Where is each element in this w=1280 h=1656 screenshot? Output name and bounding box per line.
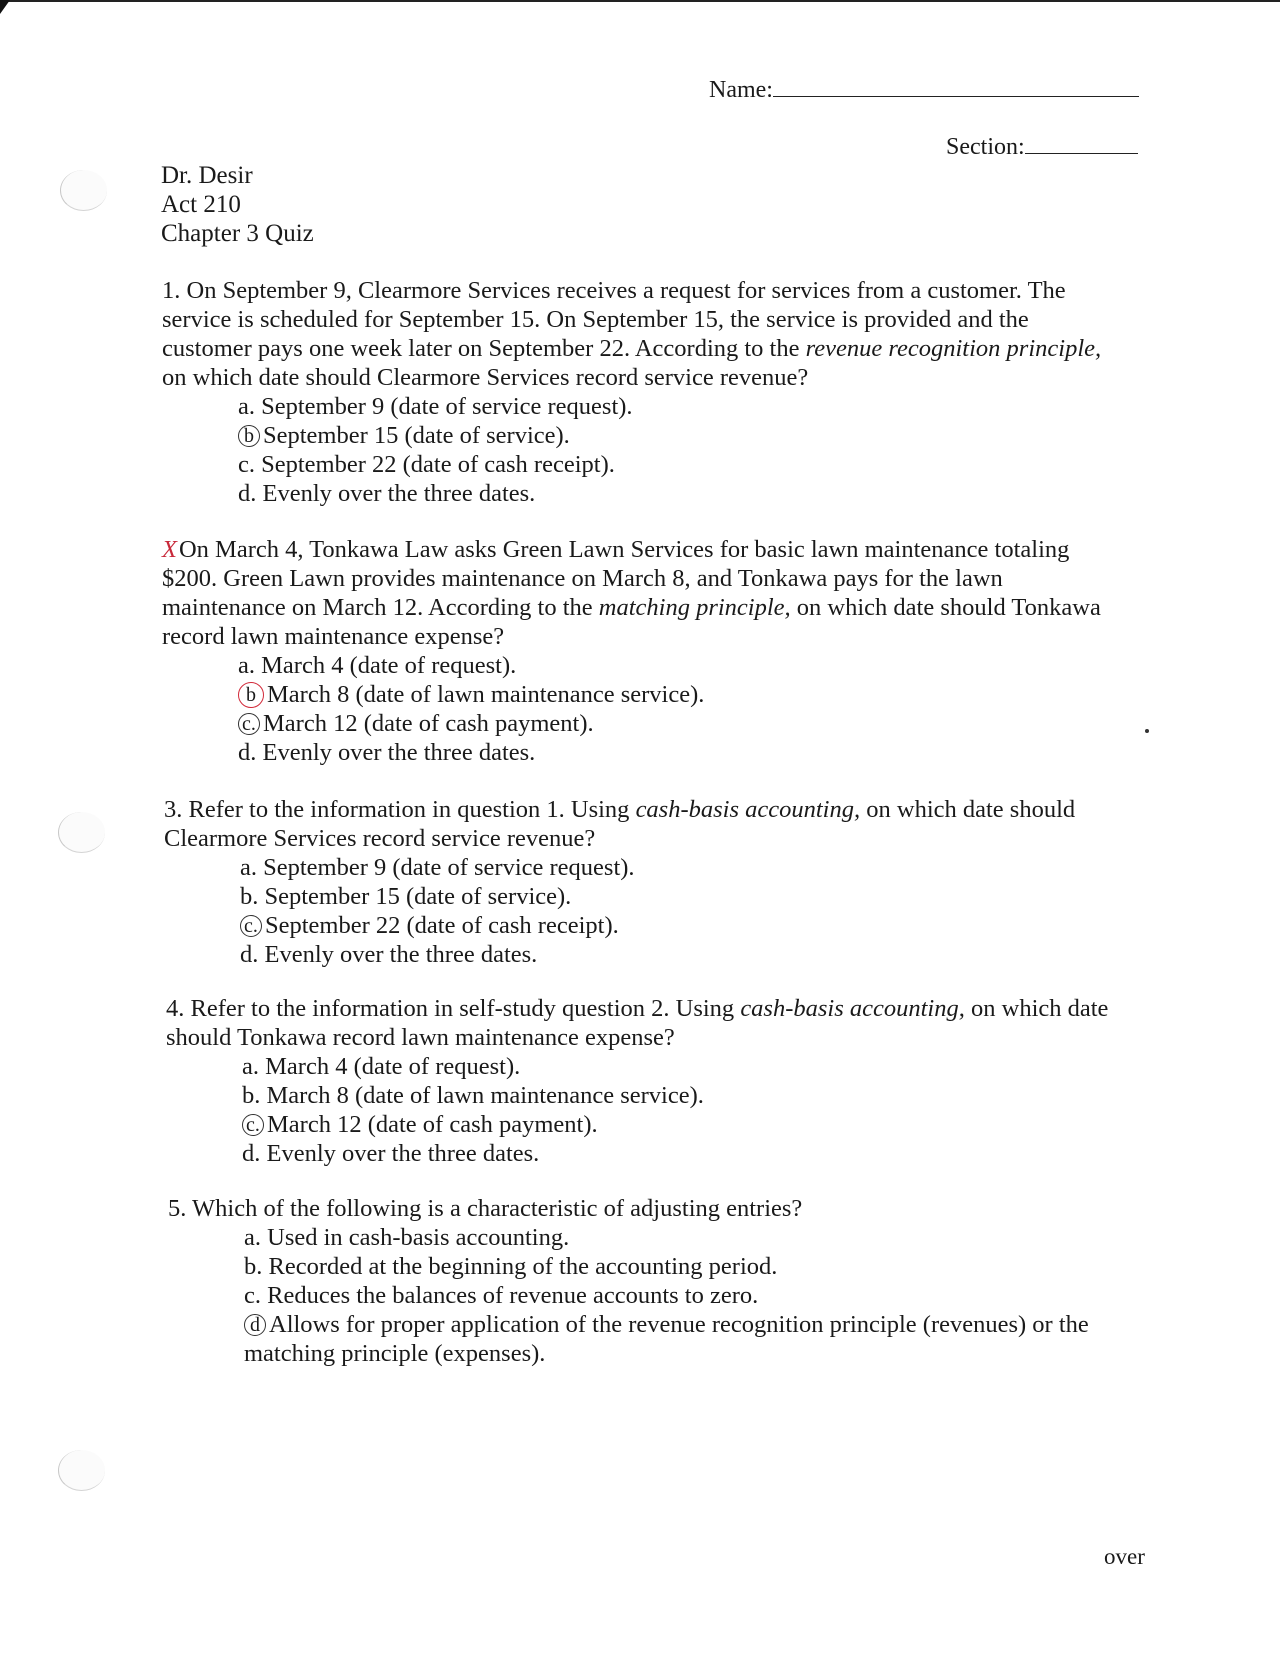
question-2-stem <box>162 535 1101 651</box>
question-4-options <box>166 1052 1108 1168</box>
question-3-options <box>164 853 1075 969</box>
question-3-option-b: b. September 15 (date of service). <box>240 883 572 910</box>
section-label: Section: <box>946 134 1025 160</box>
question-2 <box>162 535 1101 767</box>
question-1-term: revenue recognition principle, <box>805 335 1102 362</box>
question-2-term: matching principle, <box>598 594 791 621</box>
question-3-stem <box>164 795 1075 853</box>
instructor-name: Dr. Desir <box>161 162 253 189</box>
question-3-option-a: a. September 9 (date of service request). <box>240 854 635 881</box>
question-4-line1-post: on which date <box>964 995 1109 1022</box>
name-label: Name: <box>709 77 773 103</box>
punch-hole-top <box>60 170 107 211</box>
section-blank <box>1025 131 1138 154</box>
question-2-option-d: d. Evenly over the three dates. <box>238 739 536 766</box>
question-5-option-d-continued: matching principle (expenses). <box>244 1340 546 1367</box>
question-3-line1-pre: 3. Refer to the information in question 1. Using <box>164 796 636 823</box>
question-5-option-d: d Allows for proper application of the revenue recognition principle (revenues) or the <box>244 1310 1089 1339</box>
question-4-option-c: c. March 12 (date of cash payment). <box>242 1110 1108 1139</box>
question-1 <box>162 276 1101 508</box>
question-1-line4: on which date should Clearmore Services record service revenue? <box>162 364 809 391</box>
question-1-line2: service is scheduled for September 15. On September 15, the service is provided and the <box>162 306 1029 333</box>
question-4-line2: should Tonkawa record lawn maintenance expense? <box>166 1024 675 1051</box>
question-1-options <box>162 392 1101 508</box>
question-4-option-b: b. March 8 (date of lawn maintenance service). <box>242 1082 704 1109</box>
question-2-line4: record lawn maintenance expense? <box>162 623 505 650</box>
selected-answer-circle: c. <box>242 1114 264 1136</box>
question-4-option-a: a. March 4 (date of request). <box>242 1053 521 1080</box>
question-2-line3-pre: maintenance on March 12. According to the <box>162 594 599 621</box>
correct-answer-circle: b <box>238 682 264 708</box>
question-3-option-d: d. Evenly over the three dates. <box>240 941 538 968</box>
question-2-line2: $200. Green Lawn provides maintenance on March 8, and Tonkawa pays for the lawn <box>162 565 1003 592</box>
question-3-option-c: c. September 22 (date of cash receipt). <box>240 911 1075 940</box>
question-1-option-b: b September 15 (date of service). <box>238 421 1101 450</box>
question-2-line3-post: on which date should Tonkawa <box>790 594 1101 621</box>
question-3-line1-post: on which date should <box>860 796 1076 823</box>
question-5-option-a: a. Used in cash-basis accounting. <box>244 1224 570 1251</box>
section-field <box>946 131 1138 161</box>
quiz-header <box>161 161 314 248</box>
selected-answer-circle: c. <box>240 915 262 937</box>
scan-top-edge <box>0 0 1280 2</box>
question-4-term: cash-basis accounting, <box>740 995 965 1022</box>
punch-hole-bottom <box>58 1450 105 1491</box>
question-1-option-d: d. Evenly over the three dates. <box>238 480 536 507</box>
wrong-mark: X <box>162 536 177 563</box>
selected-answer-circle: d <box>244 1314 266 1336</box>
question-4-stem <box>166 994 1108 1052</box>
quiz-title: Chapter 3 Quiz <box>161 220 314 247</box>
question-1-stem <box>162 276 1101 392</box>
question-4 <box>166 994 1108 1168</box>
question-4-line1-pre: 4. Refer to the information in self-study question 2. Using <box>166 995 741 1022</box>
selected-answer-circle: c. <box>238 713 260 735</box>
question-1-line3-pre: customer pays one week later on September 22. According to the <box>162 335 806 362</box>
name-blank <box>773 74 1139 97</box>
punch-hole-middle <box>58 812 105 853</box>
scan-corner <box>0 0 10 14</box>
question-2-option-b: b March 8 (date of lawn maintenance service). <box>238 680 1101 709</box>
question-2-option-c: c. March 12 (date of cash payment). <box>238 709 1101 738</box>
question-3 <box>164 795 1075 969</box>
question-1-line1: 1. On September 9, Clearmore Services receives a request for services from a customer. The <box>162 277 1066 304</box>
question-5-option-b: b. Recorded at the beginning of the accounting period. <box>244 1253 778 1280</box>
question-5-option-c: c. Reduces the balances of revenue accounts to zero. <box>244 1282 759 1309</box>
over-indicator: over <box>1104 1544 1145 1569</box>
scan-speck <box>1145 729 1149 733</box>
question-3-term: cash-basis accounting, <box>635 796 861 823</box>
question-2-option-a: a. March 4 (date of request). <box>238 652 517 679</box>
question-2-options <box>162 651 1101 767</box>
question-2-line1: On March 4, Tonkawa Law asks Green Lawn Services for basic lawn maintenance totaling <box>178 536 1070 563</box>
course-code: Act 210 <box>161 191 241 218</box>
selected-answer-circle: b <box>238 425 260 447</box>
question-1-option-a: a. September 9 (date of service request). <box>238 393 633 420</box>
question-1-option-c: c. September 22 (date of cash receipt). <box>238 451 615 478</box>
question-5-stem <box>168 1194 1089 1223</box>
question-5 <box>168 1194 1089 1368</box>
question-5-line1: 5. Which of the following is a characteristic of adjusting entries? <box>168 1195 803 1222</box>
name-field <box>709 74 1139 104</box>
question-3-line2: Clearmore Services record service revenue? <box>164 825 596 852</box>
question-5-options <box>168 1223 1089 1368</box>
question-4-option-d: d. Evenly over the three dates. <box>242 1140 540 1167</box>
